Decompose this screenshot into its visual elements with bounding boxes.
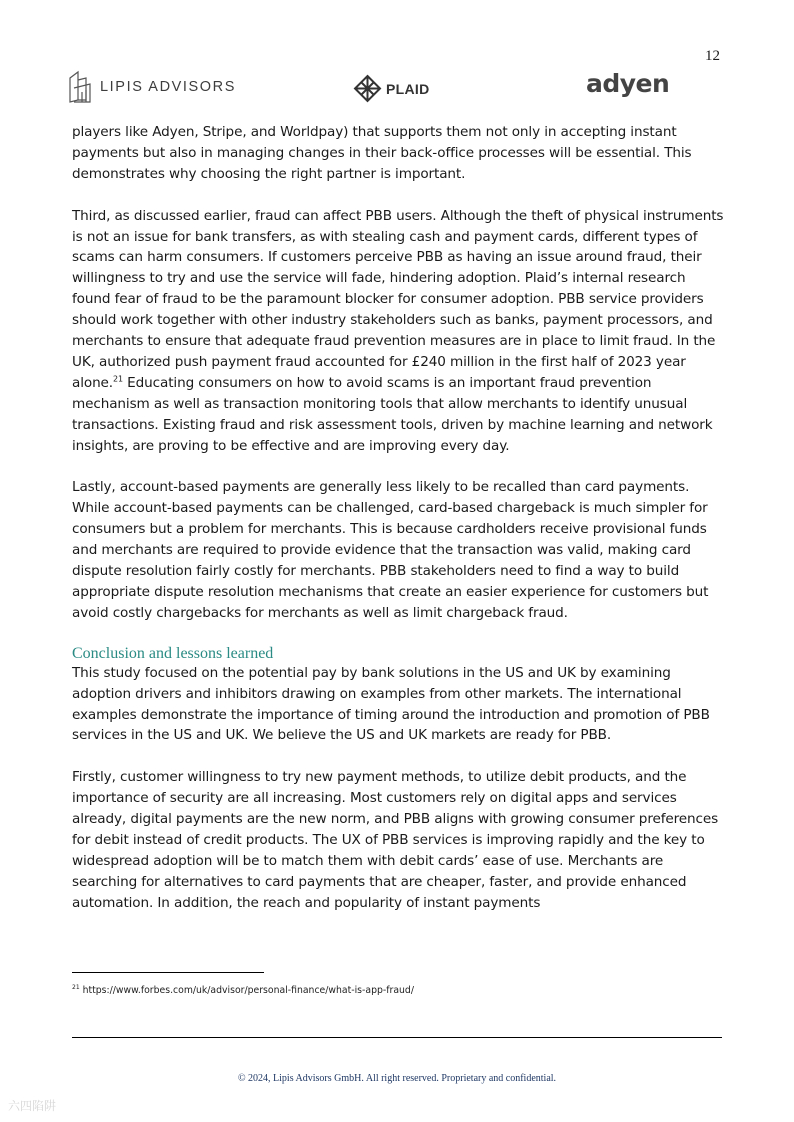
paragraph-fraud-text: Third, as discussed earlier, fraud can affect PBB users. Although the theft of physical instruments is not an issue for bank transfers, as with stealing cash and payment cards, different types of scams can harm consumers. If customers perceive PBB as having an issue around fraud, their willingness to try and use the service will fade, hindering adoption. Plaid’s internal research found fear of fraud to be the paramount blocker for consumer adoption. PBB service providers should work together with other industry stakeholders such as banks, payment processors, and merchants to ensure that adequate fraud prevention measures are in place to limit fraud. In the UK, authorized push payment fraud accounted for £240 million in the first half of 2023 year alone. xyxy=(72,207,724,391)
paragraph-partner: players like Adyen, Stripe, and Worldpay) that supports them not only in accepting instant payments but also in managing changes in their back-office processes will be essential. This demonstrates why choosing the right partner is important. xyxy=(72,124,692,182)
watermark xyxy=(8,1097,56,1114)
lipis-advisors-wordmark: LIPIS ADVISORS xyxy=(100,79,237,95)
lipis-building-icon xyxy=(68,70,92,104)
plaid-logo xyxy=(353,74,430,103)
footnote-21 xyxy=(72,985,414,996)
paragraph-fraud xyxy=(72,206,724,457)
footnote-link[interactable]: https://www.forbes.com/uk/advisor/personal-finance/what-is-app-fraud/ xyxy=(79,985,414,996)
lipis-advisors-logo xyxy=(68,70,236,104)
adyen-logo: adyen xyxy=(586,69,670,98)
paragraph-study-summary: This study focused on the potential pay by bank solutions in the US and UK by examining adoption drivers and inhibitors drawing on examples from other markets. The international examples demonstrate the importance of timing around the introduction and promotion of PBB services in the US and UK. We believe the US and UK markets are ready for PBB. xyxy=(72,664,710,744)
footnote-separator xyxy=(72,972,264,973)
section-heading-conclusion: Conclusion and lessons learned xyxy=(72,644,274,662)
footer-rule xyxy=(72,1037,722,1038)
paragraph-chargebacks: Lastly, account-based payments are generally less likely to be recalled than card payments. While account-based payments can be challenged, card-based chargeback is much simpler for consumers but a problem for merchants. This is because cardholders receive provisional funds and merchants are required to provide evidence that the transaction was valid, making card dispute resolution fairly costly for merchants. PBB stakeholders need to find a way to build appropriate dispute resolution mechanisms that create an easier experience for customers but avoid costly chargebacks for merchants as well as limit chargeback fraud. xyxy=(72,479,709,621)
footnote-ref-21[interactable]: 21 xyxy=(113,374,123,384)
watermark-text: 六四陷阱 xyxy=(8,1099,57,1113)
paragraph-firstly: Firstly, customer willingness to try new payment methods, to utilize debit products, and the importance of security are all increasing. Most customers rely on digital apps and services already, digital payments are the new norm, and PBB aligns with growing consumer preferences for debit instead of credit products. The UX of PBB services is improving rapidly and the key to widespread adoption will be to match them with debit cards’ ease of use. Merchants are searching for alternatives to card payments that are cheaper, faster, and provide enhanced automation. In addition, the reach and popularity of instant payments xyxy=(72,769,719,911)
page-number: 12 xyxy=(705,48,720,64)
main-content xyxy=(72,122,724,914)
plaid-wordmark: PLAID xyxy=(386,80,430,97)
plaid-lattice-icon xyxy=(353,74,382,103)
copyright-notice: © 2024, Lipis Advisors GmbH. All right reserved. Proprietary and confidential. xyxy=(237,1073,557,1084)
footnote-number: 21 xyxy=(72,983,80,991)
paragraph-fraud-continued: Educating consumers on how to avoid scams is an important fraud prevention mechanism as well as transaction monitoring tools that allow merchants to identify unusual transactions. Existing fraud and risk assessment tools, driven by machine learning and network insights, are proving to be effective and are improving every day. xyxy=(72,374,713,454)
